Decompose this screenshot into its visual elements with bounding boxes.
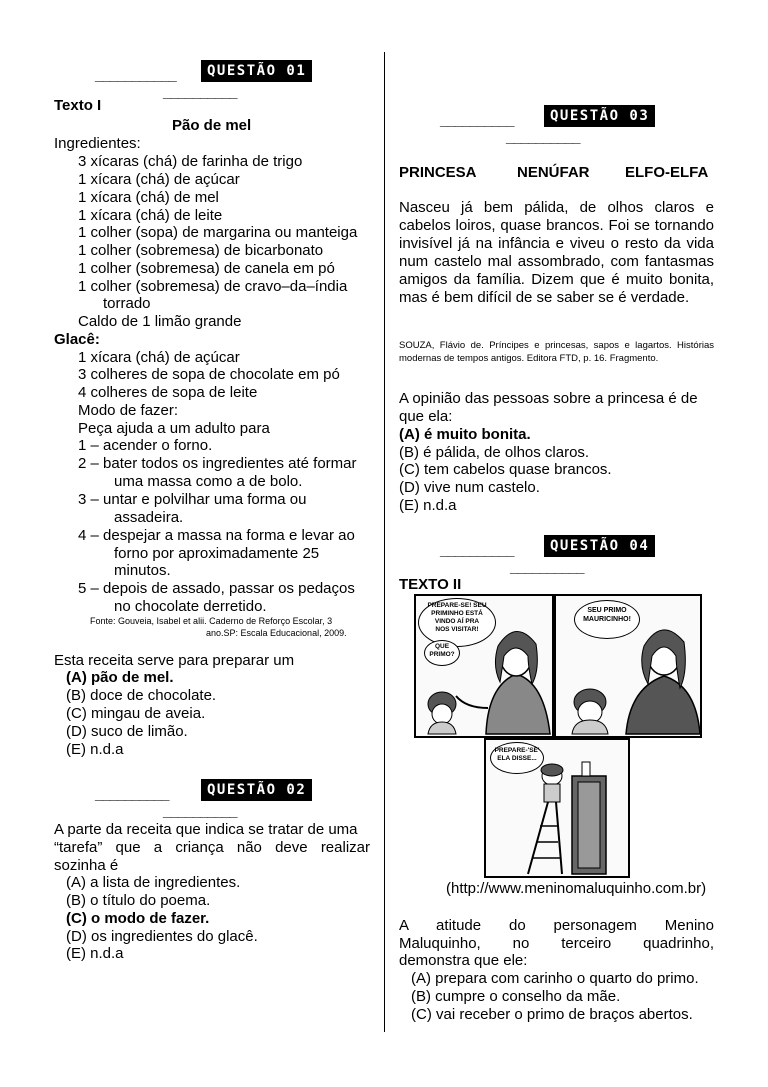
step-line: 1 – acender o forno. (78, 437, 213, 454)
glace-line: Modo de fazer: (78, 402, 179, 419)
header-dashes: __________ (506, 129, 580, 146)
question-4-prompt-line: demonstra que ele: (399, 952, 528, 969)
balloon-line: PREPARE-'SE' (494, 747, 540, 754)
question-2-option-b[interactable]: (B) o título do poema. (66, 892, 211, 909)
question-3-prompt-line: A opinião das pessoas sobre a princesa é de (399, 390, 698, 407)
ingredient-line: 1 colher (sopa) de margarina ou manteiga (78, 224, 358, 241)
question-3-option-b[interactable]: (B) é pálida, de olhos claros. (399, 444, 590, 461)
step-line: minutos. (114, 562, 171, 579)
glace-line: 4 colheres de sopa de leite (78, 384, 258, 401)
comic-balloon-2 (424, 640, 460, 666)
balloon-line: PRIMO? (429, 651, 455, 658)
column-divider (384, 52, 385, 1032)
princess-title-word: PRINCESA (399, 164, 477, 181)
header-dashes: __________ (163, 84, 237, 101)
recipe-source: ano.SP: Escala Educacional, 2009. (206, 628, 347, 638)
balloon-line: PRIMINHO ESTÁ (431, 610, 483, 617)
question-02-header (95, 775, 335, 823)
comic-panel-3 (484, 738, 630, 878)
header-dashes: __________ (440, 542, 514, 559)
question-3-option-e[interactable]: (E) n.d.a (399, 497, 457, 514)
question-2-prompt-line: “tarefa” que a criança não deve realizar (54, 839, 370, 856)
princess-text: Nasceu já bem pálida, de olhos claros e cabelos loiros, quase brancos. Foi se tornando invisível já na infância e viveu o resto da vida num castelo mal assombrado, com fantasmas amigos da família. Dizem que é muito bonita, mas é bem difícil de se saber se é verdade. (399, 199, 714, 306)
header-dashes: __________ (440, 112, 514, 129)
question-1-prompt: Esta receita serve para preparar um (54, 652, 295, 669)
glace-line: 1 xícara (chá) de açúcar (78, 349, 240, 366)
header-dashes: __________ (95, 786, 169, 803)
question-1-option-c[interactable]: (C) mingau de aveia. (66, 705, 206, 722)
balloon-line: SEU PRIMO (587, 607, 627, 614)
question-1-option-e[interactable]: (E) n.d.a (66, 741, 124, 758)
step-line: forno por aproximadamente 25 (114, 545, 320, 562)
question-2-option-a[interactable]: (A) a lista de ingredientes. (66, 874, 241, 891)
question-2-option-c[interactable]: (C) o modo de fazer. (66, 910, 210, 927)
question-2-prompt-line: sozinha é (54, 857, 119, 874)
question-04-header (440, 531, 690, 579)
question-2-prompt-line: A parte da receita que indica se tratar de uma (54, 821, 358, 838)
question-01-header (95, 56, 335, 104)
question-1-option-d[interactable]: (D) suco de limão. (66, 723, 188, 740)
balloon-line: MAURICINHO! (583, 616, 631, 623)
question-4-prompt-line: Maluquinho, no terceiro quadrinho, (399, 935, 714, 952)
balloon-line: NOS VISITAR! (435, 626, 479, 633)
question-4-option-b[interactable]: (B) cumpre o conselho da mãe. (411, 988, 621, 1005)
ingredient-line: torrado (103, 295, 151, 312)
balloon-line: ELA DISSE... (497, 755, 537, 762)
header-dashes: __________ (163, 803, 237, 820)
comic-balloon-4 (490, 742, 544, 774)
comic-balloon-3 (574, 600, 640, 639)
question-4-prompt-line: A atitude do personagem Menino (399, 917, 714, 934)
texto-ii-label: TEXTO II (399, 576, 462, 593)
header-dashes: ___________ (95, 67, 176, 84)
comic-panel-1 (414, 594, 554, 738)
princess-title-word: NENÚFAR (517, 164, 590, 181)
ingredient-line: 1 xícara (chá) de mel (78, 189, 219, 206)
ingredients-label: Ingredientes: (54, 135, 141, 152)
header-dashes: __________ (510, 559, 584, 576)
step-line: 5 – depois de assado, passar os pedaços (78, 580, 355, 597)
question-1-option-a[interactable]: (A) pão de mel. (66, 669, 174, 686)
step-line: no chocolate derretido. (114, 598, 267, 615)
glace-label: Glacê: (54, 331, 100, 348)
question-02-label: QUESTÃO 02 (201, 779, 312, 801)
comic-panel-2 (554, 594, 702, 738)
question-3-option-c[interactable]: (C) tem cabelos quase brancos. (399, 461, 612, 478)
question-4-option-c[interactable]: (C) vai receber o primo de braços abertos. (411, 1006, 693, 1023)
princess-title-word: ELFO-ELFA (625, 164, 709, 181)
ingredient-line: Caldo de 1 limão grande (78, 313, 242, 330)
glace-line: Peça ajuda a um adulto para (78, 420, 270, 437)
comic-source-url: (http://www.meninomaluquinho.com.br) (446, 880, 707, 897)
ingredient-line: 1 xícara (chá) de leite (78, 207, 223, 224)
princess-source: SOUZA, Flávio de. Príncipes e princesas, sapos e lagartos. Histórias modernas de tempos antigos. Editora FTD, p. 16. Fragmento. (399, 340, 714, 364)
balloon-line: PREPARE-SE! SEU (427, 602, 487, 609)
balloon-line: QUE (434, 643, 450, 650)
question-2-option-d[interactable]: (D) os ingredientes do glacê. (66, 928, 258, 945)
comic-balloon-1 (418, 598, 496, 647)
question-2-option-e[interactable]: (E) n.d.a (66, 945, 124, 962)
question-3-option-d[interactable]: (D) vive num castelo. (399, 479, 540, 496)
question-4-option-a[interactable]: (A) prepara com carinho o quarto do primo. (411, 970, 699, 987)
ingredient-line: 1 colher (sobremesa) de bicarbonato (78, 242, 324, 259)
ingredient-line: 3 xícaras (chá) de farinha de trigo (78, 153, 303, 170)
question-04-label: QUESTÃO 04 (544, 535, 655, 557)
question-1-option-b[interactable]: (B) doce de chocolate. (66, 687, 217, 704)
balloon-line: VINDO AÍ PRA (434, 618, 480, 625)
glace-line: 3 colheres de sopa de chocolate em pó (78, 366, 340, 383)
ingredient-line: 1 colher (sobremesa) de canela em pó (78, 260, 335, 277)
question-3-prompt-line: que ela: (399, 408, 453, 425)
step-line: 3 – untar e polvilhar uma forma ou (78, 491, 307, 508)
ingredient-line: 1 colher (sobremesa) de cravo–da–índia (78, 278, 348, 295)
question-03-header (440, 101, 690, 149)
recipe-source: Fonte: Gouveia, Isabel et alii. Caderno de Reforço Escolar, 3 (90, 616, 333, 626)
ingredient-line: 1 xícara (chá) de açúcar (78, 171, 240, 188)
question-01-label: QUESTÃO 01 (201, 60, 312, 82)
question-3-option-a[interactable]: (A) é muito bonita. (399, 426, 531, 443)
question-03-label: QUESTÃO 03 (544, 105, 655, 127)
step-line: uma massa como a de bolo. (114, 473, 303, 490)
step-line: 4 – despejar a massa na forma e levar ao (78, 527, 355, 544)
recipe-title: Pão de mel (172, 117, 252, 134)
step-line: 2 – bater todos os ingredientes até formar (78, 455, 357, 472)
texto-i-label: Texto I (54, 97, 102, 114)
step-line: assadeira. (114, 509, 184, 526)
